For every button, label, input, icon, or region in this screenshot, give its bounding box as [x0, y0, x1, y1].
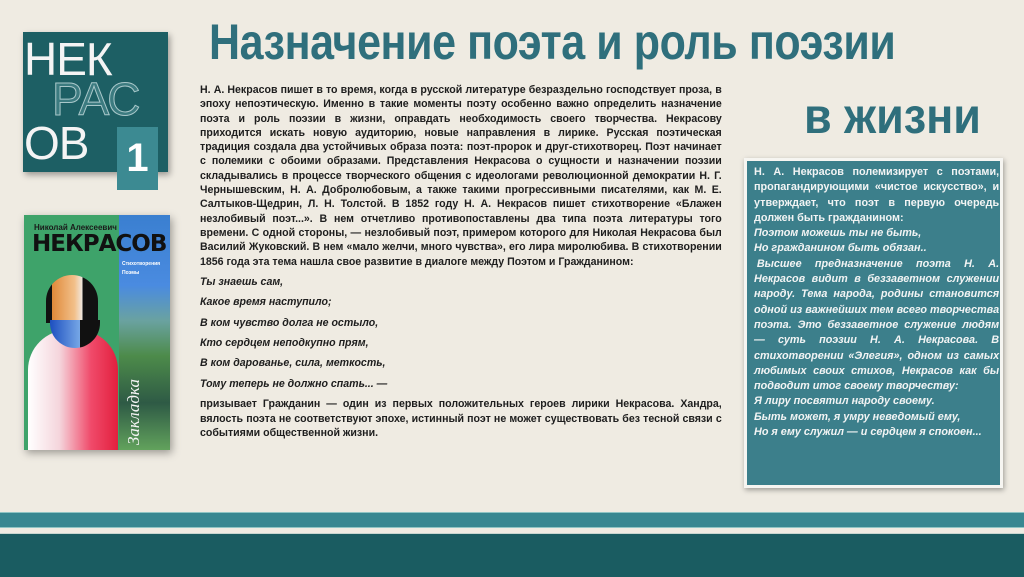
- info-body: Высшее предназначение поэта Н. А. Некрасов видит в беззаветном служении народу. Тема народа, родины становится одной из важнейших тем всего творчества поэта. Это беззаветное служение людям — суть поэзии Н. А. Некрасова. В стихотворении «Элегия», одном из самых любимых своих стихов, Некрасов как бы подводит итог своему творчеству:: [754, 257, 1000, 393]
- info-verse-line: Я лиру посвятил народу своему.: [754, 395, 935, 408]
- slide-title-line-1: Назначение поэта и роль поэзии: [209, 14, 896, 70]
- cover-author-surname: НЕКРАСОВ: [32, 231, 167, 257]
- main-paragraph-1: Н. А. Некрасов пишет в то время, когда в русской литературе безраздельно господствует проза, в эпоху непоэтическую. Именно в такие моменты поэту особенно важно определить назначение поэта и роль поэзии в жизни, оправдать необходимость своего творчества. Некрасову приходится искать новую аудиторию, новые направления в лирике. Русская поэтическая традиция создала два устойчивых образа поэта: поэт-пророк и друг-стихотворец. Поэт начинает с полемики с обоими образами. Представления Некрасова о сущности и назначении поэзии складывались в процессе творческого общения с идеологами революционной демократии Н. Г. Чернышевским, Н. А. Добролюбовым, а также такими прогрессивными писателями, как М. Е. Салтыков-Щедрин, Л. Н. Толстой. В 1852 году Н. А. Некрасов пишет стихотворение «Блажен незлобивый поэт...». В нем отчетливо противопоставлены два типа поэта литературы того времени. С одной стороны, — незлобивый поэт, примером которого для Николая Некрасова был Василий Жуковский. В нем «мало желчи, много чувства», его лира миролюбива. В стихотворении 1856 года эта тема нашла свое развитие в диалоге между Поэтом и Гражданином:: [200, 84, 722, 268]
- info-verse-line: Быть может, я умру неведомый ему,: [754, 410, 961, 423]
- poem-line: Какое время наступило;: [200, 296, 332, 309]
- slide-title-line-2: в жизни: [804, 88, 981, 144]
- info-intro: Н. А. Некрасов полемизирует с поэтами, пропагандирующими «чистое искусство», и утверждает, что поэт в первую очередь должен быть гражданином:: [754, 166, 1000, 224]
- book-cover-image: [24, 215, 170, 450]
- poem-quote: [200, 272, 722, 394]
- cover-figure-head: [46, 275, 98, 323]
- logo-line-1: НЕК: [24, 33, 112, 85]
- cover-author-first-name: Николай Алексеевич: [34, 223, 117, 232]
- info-verse-line: Но я ему служил — и сердцем я спокоен...: [754, 426, 982, 439]
- info-box: [744, 158, 1003, 488]
- poem-line: Тому теперь не должно спать... —: [200, 377, 388, 390]
- main-text-body: [200, 83, 722, 440]
- poem-line: Кто сердцем неподкупно прям,: [200, 337, 369, 350]
- poem-line: В ком чувство долга не остыло,: [200, 316, 379, 329]
- footer-accent-band: [0, 512, 1024, 528]
- slide-number-badge: 1: [117, 127, 158, 190]
- info-quote-line: Поэтом можешь ты не быть,: [754, 227, 922, 240]
- cover-figure-body: [28, 330, 118, 450]
- footer-base-band: [0, 533, 1024, 577]
- logo-line-2: РАС: [52, 73, 140, 125]
- cover-spine-text: Закладка: [124, 379, 143, 445]
- cover-subtitle-1: Стихотворения: [122, 261, 161, 267]
- poem-line: В ком дарованье, сила, меткость,: [200, 357, 386, 370]
- info-quote-line: Но гражданином быть обязан..: [754, 242, 927, 255]
- poem-line: Ты знаешь сам,: [200, 275, 284, 288]
- main-paragraph-2: призывает Гражданин — один из первых положительных героев лирики Некрасова. Хандра, вялость поэта не соответствуют эпохе, истинный поэт не может существовать без тесной связи с событиями общественной жизни.: [200, 398, 722, 439]
- logo-line-3: ОВ: [24, 117, 89, 169]
- cover-subtitle-2: Поэмы: [122, 270, 140, 276]
